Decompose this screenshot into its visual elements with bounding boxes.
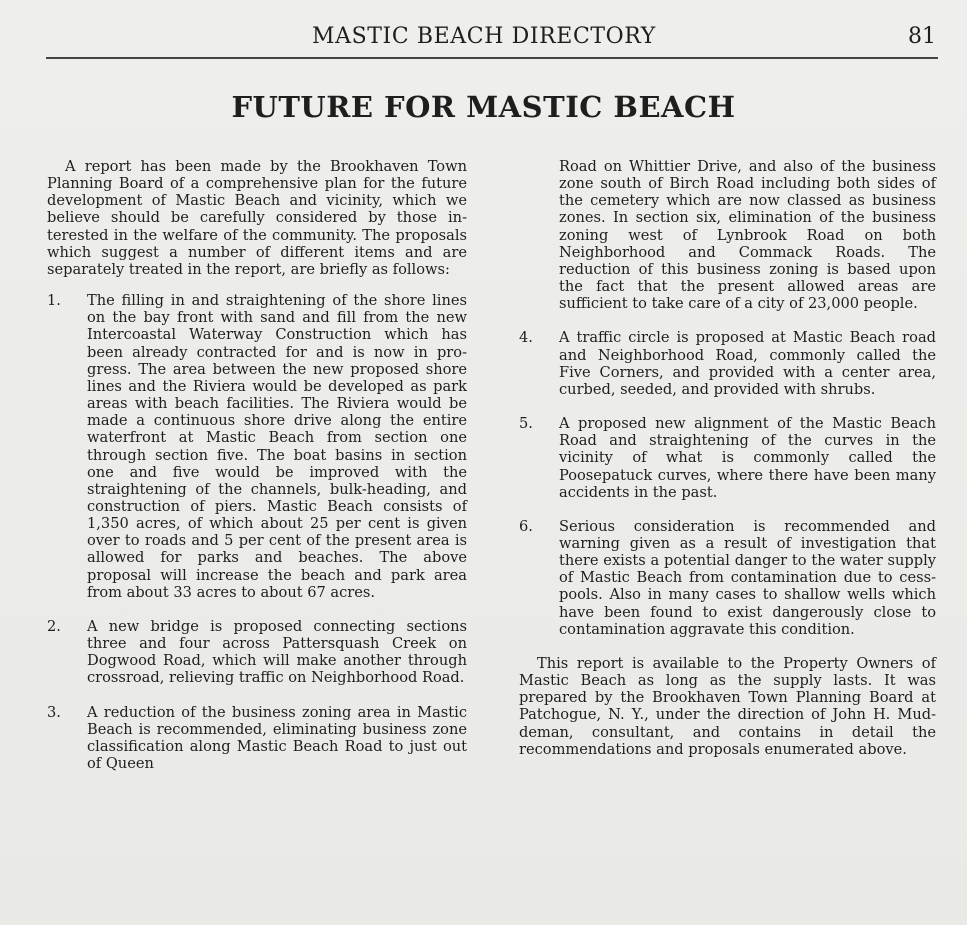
item-number: 3. bbox=[47, 703, 61, 721]
article-title: FUTURE FOR MASTIC BEACH bbox=[231, 90, 736, 124]
list-item-5 bbox=[519, 415, 936, 501]
list-item-2 bbox=[47, 618, 467, 687]
item-number: 1. bbox=[47, 292, 61, 310]
item-text: A traffic circle is proposed at Mastic Beach road and Neighborhood Road, commonly called the Five Corners, and provided with a center area, curbed, seeded, and provided with shrubs. bbox=[559, 329, 936, 398]
list-item-3-continued bbox=[519, 158, 936, 312]
item-number: 5. bbox=[519, 415, 533, 433]
list-item-3 bbox=[47, 704, 467, 773]
item-number: 6. bbox=[519, 517, 533, 535]
page-number: 81 bbox=[908, 24, 936, 49]
closing-paragraph: This report is available to the Property Owners of Mastic Beach as long as the supply lasts. It was prepared by the Brookhaven Town Planning Board at Patchogue, N. Y., under the direction of John H. Muddeman, consultant, and contains in detail the recommendations and proposals enumerated above. bbox=[519, 654, 936, 758]
item-text: A proposed new alignment of the Mastic Beach Road and straightening of the curves in the vicinity of what is commonly called the Poosepatuck curves, where there have been many accidents in the past. bbox=[559, 415, 936, 501]
right-column bbox=[519, 158, 936, 758]
list-item-1 bbox=[47, 292, 467, 601]
list-item-4 bbox=[519, 329, 936, 398]
item-number: 4. bbox=[519, 329, 533, 347]
list-item-6 bbox=[519, 518, 936, 638]
item-text: Road on Whittier Drive, and also of the business zone south of Birch Road including both sides of the cemetery which are now classed as business zones. In section six, elimination of the business zoning west of Lynbrook Road on both Neighborhood and Commack Roads. The reduction of this business zoning is based upon the fact that the present allowed areas are sufficient to take care of a city of 23,000 people. bbox=[559, 158, 936, 313]
item-number: 2. bbox=[47, 617, 61, 635]
running-head: MASTIC BEACH DIRECTORY bbox=[312, 24, 656, 49]
item-text: A new bridge is proposed connecting sections three and four across Pattersquash Creek on Dogwood Road, which will make another through crossroad, relieving traffic on Neighborhood Road. bbox=[87, 617, 467, 687]
header-rule bbox=[46, 57, 938, 59]
item-number bbox=[519, 158, 559, 312]
item-text: The filling in and straightening of the shore lines on the bay front with sand and fill from the new Intercoastal Waterway Construction which has been already contracted for and is now in progress. The area between the new proposed shore lines and the Riviera would be developed as park areas with beach facilities. The Riviera would be made a continuous shore drive along the entire waterfront at Mastic Beach from section one through section five. The boat basins in section one and five would be improved with the straightening of the channels, bulk-heading, and construction of piers. Mastic Beach consists of 1,350 acres, of which about 25 per cent is given over to roads and 5 per cent of the present area is allowed for parks and beaches. The above proposal will increase the beach and park area from about 33 acres to about 67 acres. bbox=[87, 292, 467, 601]
item-text: A reduction of the business zoning area in Mastic Beach is recommended, eliminating business zone classification along Mastic Beach Road to just out of Queen bbox=[87, 703, 467, 772]
intro-paragraph: A report has been made by the Brookhaven Town Planning Board of a comprehensive plan for the future development of Mastic Beach and vicinity, which we believe should be carefully considered by those interested in the welfare of the community. The proposals which suggest a number of different items and are separately treated in the report, are briefly as follows: bbox=[47, 158, 467, 278]
left-column bbox=[47, 158, 467, 772]
item-text: Serious consideration is recommended and warning given as a result of investigation that there exists a potential danger to the water supply of Mastic Beach from contamination due to cesspools. Also in many cases to shallow wells which have been found to exist dangerously close to contamination aggravate this condition. bbox=[559, 517, 936, 638]
